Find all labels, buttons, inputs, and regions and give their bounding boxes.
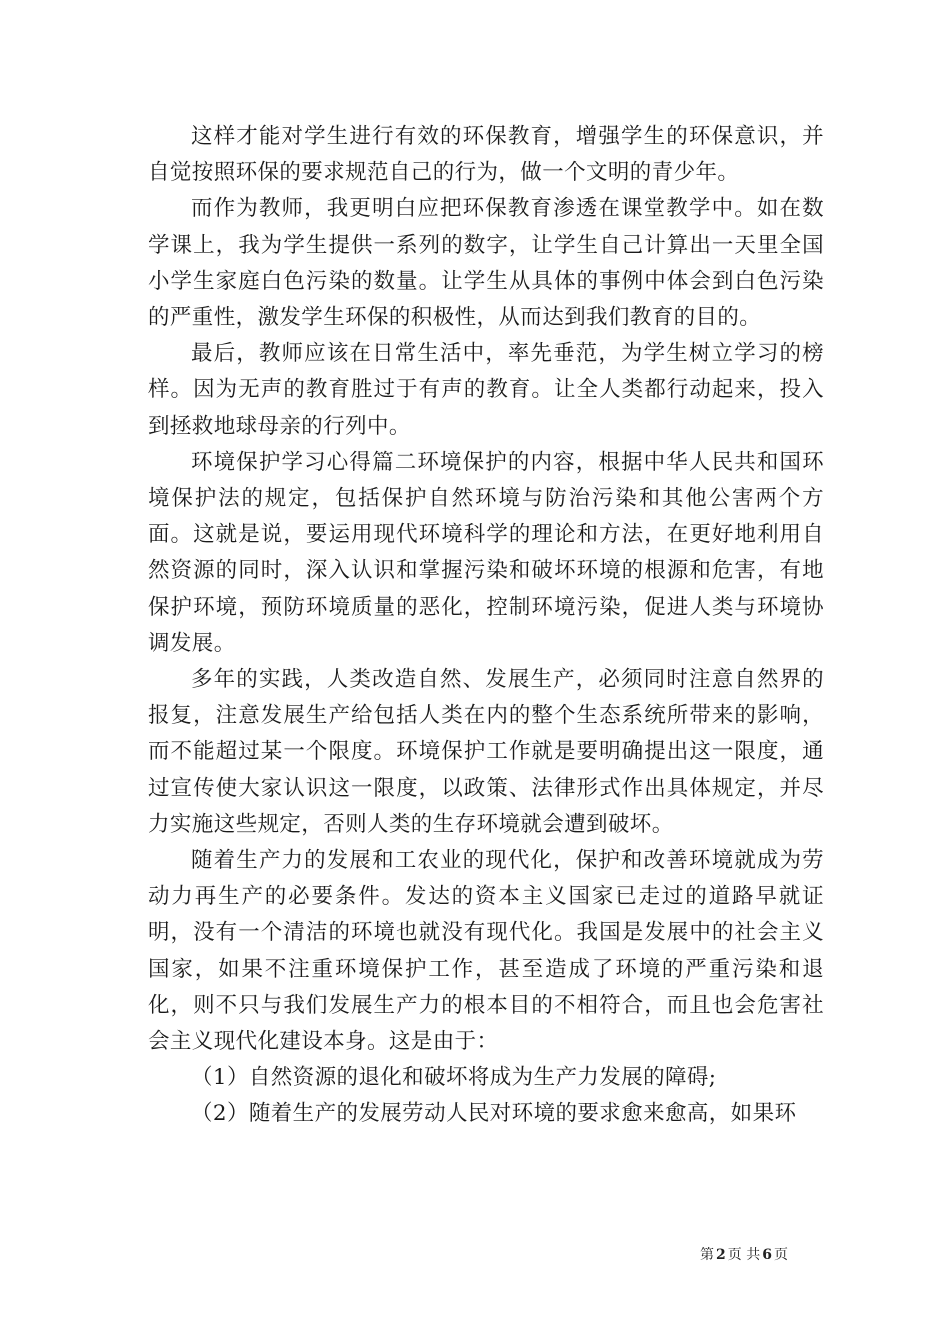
paragraph: 多年的实践，人类改造自然、发展生产，必须同时注意自然界的报复，注意发展生产给包括人类在内的整个生态系统所带来的影响，而不能超过某一个限度。环境保护工作就是要明确提出这一限度，通过宣传使大家认识这一限度，以政策、法律形式作出具体规定，并尽力实施这些规定，否则人类的生存环境就会遭到破坏。 [148,667,824,837]
document-body [148,119,824,1133]
paragraph: （1）自然资源的退化和破坏将成为生产力发展的障碍; [191,1065,717,1091]
paragraph: 环境保护学习心得篇二环境保护的内容，根据中华人民共和国环境保护法的规定，包括保护自然环境与防治污染和其他公害两个方面。这就是说，要运用现代环境科学的理论和方法，在更好地利用自然资源的同时，深入认识和掌握污染和破坏环境的根源和危害，有地保护环境，预防环境质量的恶化，控制环境污染，促进人类与环境协调发展。 [148,449,824,656]
paragraph: 这样才能对学生进行有效的环保教育，增强学生的环保意识，并自觉按照环保的要求规范自己的行为，做一个文明的青少年。 [148,124,824,186]
footer-prefix: 第 [700,1247,714,1263]
current-page-number: 2 [716,1247,726,1263]
footer-suffix: 页 [773,1247,788,1263]
paragraph: 而作为教师，我更明白应把环保教育渗透在课堂教学中。如在数学课上，我为学生提供一系列的数字，让学生自己计算出一天里全国小学生家庭白色污染的数量。让学生从具体的事例中体会到白色污染的严重性，激发学生环保的积极性，从而达到我们教育的目的。 [148,196,824,331]
total-page-count: 6 [762,1247,772,1263]
paragraph: （2）随着生产的发展劳动人民对环境的要求愈来愈高，如果环 [191,1101,797,1127]
footer-middle: 页 共 [727,1247,761,1263]
page-number-footer [700,1246,788,1264]
paragraph: 随着生产力的发展和工农业的现代化，保护和改善环境就成为劳动力再生产的必要条件。发达的资本主义国家已走过的道路早就证明，没有一个清洁的环境也就没有现代化。我国是发展中的社会主义国家，如果不注重环境保护工作，甚至造成了环境的严重污染和退化，则不只与我们发展生产力的根本目的不相符合，而且也会危害社会主义现代化建设本身。这是由于： [148,848,824,1055]
paragraph: 最后，教师应该在日常生活中，率先垂范，为学生树立学习的榜样。因为无声的教育胜过于有声的教育。让全人类都行动起来，投入到拯救地球母亲的行列中。 [148,341,824,439]
